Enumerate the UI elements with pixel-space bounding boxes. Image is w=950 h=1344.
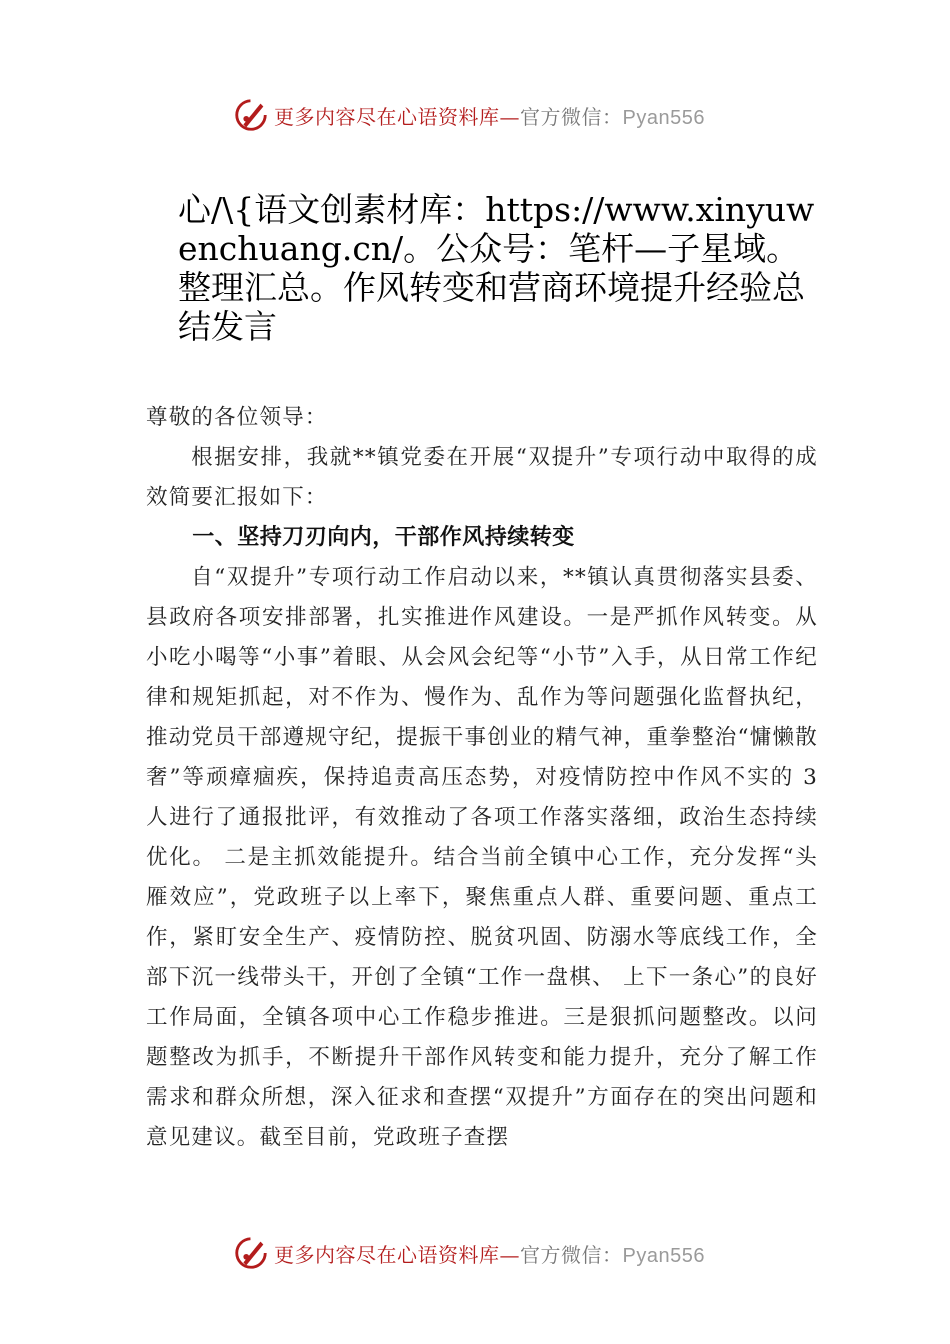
footer-watermark-banner (232, 1233, 705, 1273)
intro-paragraph: 根据安排，我就**镇党委在开展“双提升”专项行动中取得的成效简要汇报如下： (146, 445, 818, 510)
document-title: 心/\{语文创素材库：https://www.xinyuwenchuang.cn/。公众号：笔杆—子星域。整理汇总。作风转变和营商环境提升经验总结发言 (178, 190, 815, 346)
pen-seal-logo-icon (232, 1234, 270, 1272)
pen-seal-logo-icon (232, 96, 270, 134)
salutation: 尊敬的各位领导： (146, 405, 328, 430)
document-body (146, 398, 818, 1158)
watermark-text: 更多内容尽在心语资料库—官方微信：Pyan556 (274, 104, 705, 129)
header-watermark-banner (232, 95, 705, 135)
watermark-text: 更多内容尽在心语资料库—官方微信：Pyan556 (274, 1242, 705, 1267)
paragraph-1: 自“双提升”专项行动工作启动以来，**镇认真贯彻落实县委、县政府各项安排部署，扎实推进作风建设。一是严抓作风转变。从小吃小喝等“小事”着眼、从会风会纪等“小节”入手，从日常工作纪律和规矩抓起，对不作为、慢作为、乱作为等问题强化监督执纪，推动党员干部遵规守纪，提振干事创业的精气神，重拳整治“慵懒散奢”等顽瘴痼疾，保持追责高压态势，对疫情防控中作风不实的 3 人进行了通报批评，有效推动了各项工作落实落细，政治生态持续优化。 二是主抓效能提升。结合当前全镇中心工作，充分发挥“头雁效应”，党政班子以上率下，聚焦重点人群、重要问题、重点工作，紧盯安全生产、疫情防控、脱贫巩固、防溺水等底线工作，全部下沉一线带头干，开创了全镇“工作一盘棋、 上下一条心”的良好工作局面，全镇各项中心工作稳步推进。三是狠抓问题整改。以问题整改为抓手，不断提升干部作风转变和能力提升，充分了解工作需求和群众所想，深入征求和查摆“双提升”方面存在的突出问题和意见建议。截至目前，党政班子查摆 (146, 565, 818, 1150)
section-heading-1: 一、坚持刀刃向内，干部作风持续转变 (192, 525, 575, 550)
